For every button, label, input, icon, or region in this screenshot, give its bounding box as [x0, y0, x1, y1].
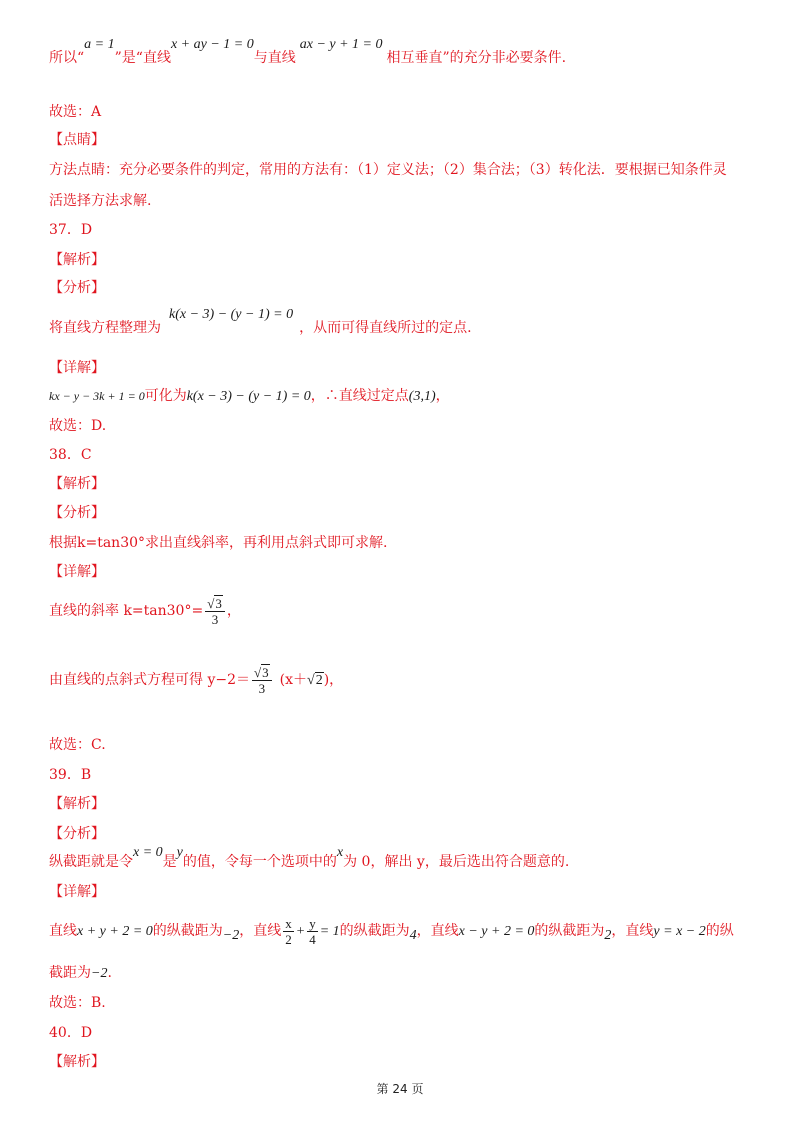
- question-number: 37．D: [49, 222, 93, 238]
- line-19: 由直线的点斜式方程可得 y−2＝ $\frac{√3}{3}$ (x＋√2)，: [49, 664, 344, 696]
- section-heading: 【分析】: [49, 280, 105, 296]
- question-number: 40．D: [49, 1025, 93, 1041]
- fraction: $\frac{y}{4}$: [309, 915, 316, 947]
- line-26: 直线x + y + 2 = 0的纵截距为−2，直线 $\frac{x}{2}$ + $\frac{y}{4}$ = 1的纵截距为4，直线x − y + 2 = 0的纵截距为2，直线y = x − 2的纵: [49, 915, 734, 947]
- line-11: kx − y − 3k + 1 = 0可化为k(x − 3) − (y − 1) = 0，∴直线过定点(3,1)，: [49, 388, 450, 404]
- sqrt: √2: [307, 673, 323, 688]
- fraction: $\frac{x}{2}$: [285, 915, 292, 947]
- question-number: 38．C: [49, 447, 92, 463]
- line-9: 将直线方程整理为k(x − 3) − (y − 1) = 0，从而可得直线所过的定点.: [49, 307, 472, 336]
- section-heading: 【解析】: [49, 476, 105, 492]
- page-number: 第 24 页: [376, 1082, 424, 1096]
- paragraph-line: 根据k=tan30°求出直线斜率，再利用点斜式即可求解.: [49, 535, 388, 551]
- section-heading: 【解析】: [49, 1054, 105, 1070]
- section-heading: 【分析】: [49, 505, 105, 521]
- answer-line: 故选：C.: [49, 737, 106, 753]
- line-24: 纵截距就是令x = 0是y的值，令每一个选项中的x为 0，解出 y，最后选出符合题意的.: [49, 845, 570, 870]
- section-heading: 【详解】: [49, 884, 105, 900]
- paragraph-line: 活选择方法求解.: [49, 193, 152, 209]
- answer-line: 故选：A: [49, 104, 102, 120]
- section-heading: 【解析】: [49, 796, 105, 812]
- line-18: 直线的斜率 k=tan30°= $\frac{√3}{3}$ ，: [49, 595, 241, 627]
- fraction: $\frac{√3}{3}$: [252, 665, 272, 696]
- paragraph-line: 方法点睛：充分必要条件的判定，常用的方法有：（1）定义法；（2）集合法；（3）转化法．要根据已知条件灵: [49, 162, 727, 178]
- section-heading: 【点睛】: [49, 132, 105, 148]
- section-heading: 【分析】: [49, 826, 105, 842]
- question-number: 39．B: [49, 767, 92, 783]
- line-27: 截距为−2.: [49, 965, 112, 981]
- answer-line: 故选：D.: [49, 418, 107, 434]
- fraction: $\frac{√3}{3}$: [205, 596, 225, 627]
- section-heading: 【详解】: [49, 564, 105, 580]
- section-heading: 【详解】: [49, 360, 105, 376]
- answer-line: 故选：B.: [49, 995, 106, 1011]
- section-heading: 【解析】: [49, 252, 105, 268]
- line-1: 所以“a = 1”是“直线x + ay − 1 = 0与直线ax − y + 1 = 0相互垂直”的充分非必要条件.: [49, 37, 567, 66]
